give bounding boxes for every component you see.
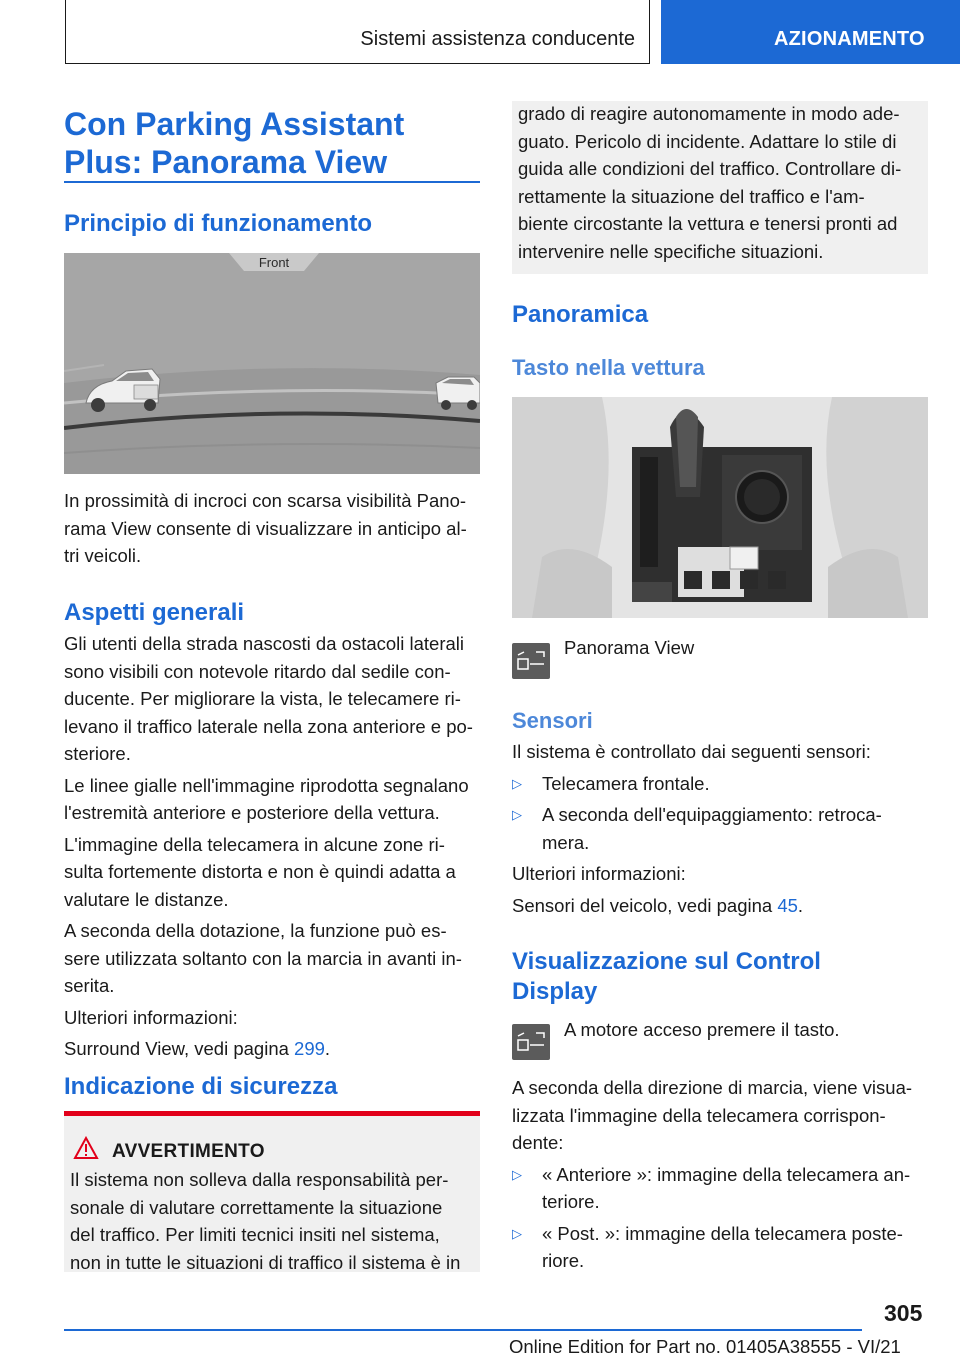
surround-ref-text: Surround View, vedi pagina xyxy=(64,1038,295,1059)
aspetti-paragraph xyxy=(64,630,480,768)
dotazione-line: A seconda della dotazione, la funzione può es‐ xyxy=(64,920,447,941)
sensori-bullet-1 xyxy=(512,770,928,798)
dotazione-paragraph xyxy=(64,917,480,1000)
panorama-view-illustration xyxy=(64,253,480,474)
bullet-triangle-icon: ▷ xyxy=(512,775,522,791)
principio-line-1: In prossimità di incroci con scarsa visibilità Pano‐ xyxy=(64,490,467,511)
heading-panoramica: Panoramica xyxy=(512,301,649,328)
bullet-text: A seconda dell'equipaggiamento: retroca‐ xyxy=(542,804,882,825)
immagine-line: sulta fortemente distorta e non è quindi adatta a xyxy=(64,861,456,882)
principio-paragraph xyxy=(64,487,480,570)
warning-continued-text xyxy=(518,100,922,265)
aspetti-line: sono visibili con notevole ritardo dal sedile con‐ xyxy=(64,660,451,682)
surround-reference xyxy=(64,1035,480,1063)
sensori-page-link[interactable]: 45 xyxy=(777,894,798,916)
warning-cont-line: guida alle condizioni del traffico. Controllare di‐ xyxy=(518,158,902,179)
visual-line: A seconda della direzione di marcia, viene visua‐ xyxy=(512,1077,913,1098)
linee-line: l'estremità anteriore e posteriore della vettura. xyxy=(64,802,440,823)
warning-title: AVVERTIMENTO xyxy=(112,1141,265,1162)
warning-line: del traffico. Per limiti tecnici insiti nel sistema, xyxy=(70,1224,440,1245)
bullet-triangle-icon: ▷ xyxy=(512,807,522,822)
bullet-text: teriore. xyxy=(542,1191,600,1212)
page-title-line-1: Con Parking Assistant xyxy=(64,106,405,142)
page-number: 305 xyxy=(884,1300,923,1326)
heading-visualizzazione xyxy=(512,947,928,1007)
front-label: Front xyxy=(258,255,290,270)
road-scene-graphic xyxy=(64,253,480,474)
warning-triangle-icon xyxy=(73,1136,99,1160)
principio-line-3: tri veicoli. xyxy=(64,545,142,566)
bullet-text: « Post. »: immagine della telecamera poste‐ xyxy=(542,1222,903,1244)
bullet-text: riore. xyxy=(542,1250,585,1271)
visual-key-instruction: A motore acceso premere il tasto. xyxy=(564,1019,840,1040)
bullet-text: mera. xyxy=(542,831,590,853)
visual-body xyxy=(512,1074,928,1275)
warning-line: sonale di valutare correttamente la situazione xyxy=(70,1196,443,1218)
page-title xyxy=(64,105,480,181)
sensori-bullet-2 xyxy=(512,801,928,856)
immagine-line: valutare le distanze. xyxy=(64,888,229,910)
center-console-graphic xyxy=(512,397,928,618)
heading-visual-line-1: Visualizzazione sul Control xyxy=(512,948,821,975)
sensori-intro: Il sistema è controllato dai seguenti sensori: xyxy=(512,741,871,762)
aspetti-body xyxy=(64,630,480,1067)
aspetti-line: Gli utenti della strada nascosti da ostacoli laterali xyxy=(64,633,465,654)
ulteriori-label-right: Ulteriori informazioni: xyxy=(512,863,686,884)
bullet-text: Telecamera frontale. xyxy=(542,772,710,794)
bullet-text: « Anteriore »: immagine della telecamera an‐ xyxy=(542,1163,911,1185)
warning-cont-line: rettamente la situazione del traffico e l'am‐ xyxy=(518,185,865,207)
console-photo xyxy=(512,397,928,618)
warning-cont-line: intervenire nelle specifiche situazioni. xyxy=(518,240,824,262)
visual-line: dente: xyxy=(512,1132,564,1153)
sensori-ref-suffix: . xyxy=(797,894,804,916)
footer-rule xyxy=(64,1329,862,1331)
linee-paragraph xyxy=(64,772,480,827)
heading-tasto: Tasto nella vettura xyxy=(512,355,705,380)
heading-visual-line-2: Display xyxy=(512,978,598,1005)
bullet-triangle-icon: ▷ xyxy=(512,1225,522,1241)
visual-bullet-1 xyxy=(512,1161,928,1216)
header-chapter-label: AZIONAMENTO xyxy=(774,28,925,50)
header-section-tab xyxy=(65,0,650,64)
warning-text xyxy=(70,1166,476,1276)
ulteriori-label: Ulteriori informazioni: xyxy=(64,1006,238,1028)
footer-edition: Online Edition for Part no. 01405A38555 - VI/21 xyxy=(509,1336,901,1357)
page-title-line-2: Plus: Panorama View xyxy=(64,144,388,180)
surround-ref-suffix: . xyxy=(324,1038,331,1059)
dotazione-line: serita. xyxy=(64,975,115,996)
warning-line: Il sistema non solleva dalla responsabilità per‐ xyxy=(70,1169,449,1190)
heading-sensori: Sensori xyxy=(512,708,593,733)
sensori-ref-text: Sensori del veicolo, vedi pagina xyxy=(512,894,778,916)
bullet-triangle-icon: ▷ xyxy=(512,1166,522,1182)
header-chapter-tab xyxy=(661,0,960,64)
visual-bullet-2 xyxy=(512,1220,928,1275)
immagine-paragraph xyxy=(64,831,480,914)
visual-line: lizzata l'immagine della telecamera corrispon‐ xyxy=(512,1104,886,1126)
warning-cont-line: biente circostante la vettura e tenersi pronti ad xyxy=(518,213,898,234)
heading-principio: Principio di funzionamento xyxy=(64,210,372,237)
warning-cont-line: guato. Pericolo di incidente. Adattare lo stile di xyxy=(518,130,897,152)
heading-sicurezza: Indicazione di sicurezza xyxy=(64,1073,338,1100)
key-label: Panorama View xyxy=(564,637,695,658)
dotazione-line: sere utilizzata soltanto con la marcia in avanti in‐ xyxy=(64,947,462,969)
aspetti-line: steriore. xyxy=(64,743,131,764)
heading-aspetti: Aspetti generali xyxy=(64,599,245,626)
panorama-view-key-icon xyxy=(512,1024,550,1060)
header-section-label: Sistemi assistenza conducente xyxy=(360,28,635,50)
panorama-view-key-icon xyxy=(512,643,550,679)
sensori-reference xyxy=(512,892,928,920)
sensori-body xyxy=(512,738,928,923)
warning-line: non in tutte le situazioni di traffico il sistema è in xyxy=(70,1251,461,1273)
warning-cont-line: grado di reagire autonomamente in modo ade‐ xyxy=(518,103,900,124)
visual-paragraph xyxy=(512,1074,928,1157)
title-rule xyxy=(64,181,480,183)
aspetti-line: levano il traffico laterale nella zona anteriore e po‐ xyxy=(64,715,473,737)
surround-page-link[interactable]: 299 xyxy=(294,1038,325,1059)
linee-line: Le linee gialle nell'immagine riprodotta segnalano xyxy=(64,774,469,796)
immagine-line: L'immagine della telecamera in alcune zone ri‐ xyxy=(64,833,445,855)
principio-line-2: rama View consente di visualizzare in anticipo al‐ xyxy=(64,517,467,539)
aspetti-line: ducente. Per migliorare la vista, le telecamere ri‐ xyxy=(64,688,461,709)
